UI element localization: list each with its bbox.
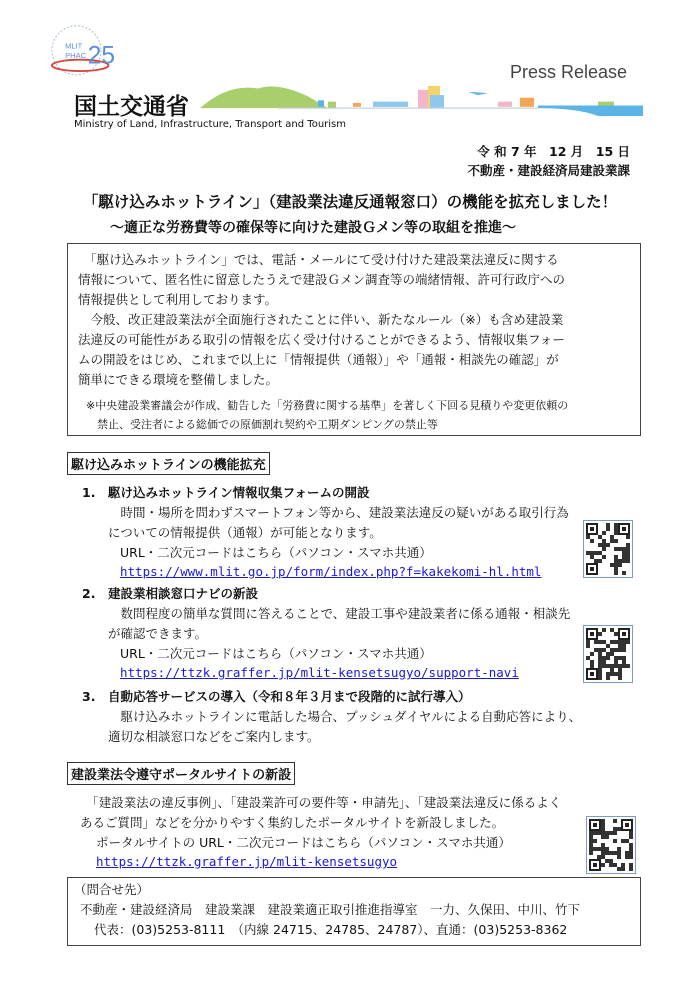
- svg-text:25: 25: [87, 42, 116, 70]
- portal-link[interactable]: https://ttzk.graffer.jp/mlit-kensetsugyo: [96, 854, 398, 869]
- svg-text:MLIT: MLIT: [65, 41, 83, 51]
- summary-line: ムの開設をはじめ、これまで以上に「情報提供（通報）」や「通報・相談先の確認」が: [78, 352, 559, 367]
- item-title: 自動応答サービスの導入（令和８年３月まで段階的に試行導入）: [108, 689, 471, 704]
- url-label: URL・二次元コードはこちら（パソコン・スマホ共通）: [120, 646, 432, 661]
- item-number: 1.: [82, 485, 96, 500]
- item-text: 数問程度の簡単な質問に答えることで、建設工事や建設業者に係る通報・相談先: [108, 606, 571, 621]
- item-title: 建設業相談窓口ナビの新設: [108, 586, 259, 601]
- item-text: が確認できます。: [108, 626, 208, 641]
- svg-text:PHAC: PHAC: [65, 50, 87, 60]
- qr-code-portal[interactable]: [586, 816, 636, 874]
- release-date: 令 和 7 年 12 月 15 日: [477, 144, 630, 159]
- summary-line: 簡単にできる環境を整備しました。: [78, 372, 279, 387]
- section-heading-hotline: 駆け込みホットラインの機能拡充: [67, 452, 270, 475]
- contact-label: （問合せ先）: [74, 882, 150, 897]
- portal-text: あるご質問」などを分かりやすく集約したポータルサイトを新設しました。: [80, 815, 505, 830]
- contact-phone: 代表：(03)5253-8111 （内線 24715、24785、24787）、直通：(03)5253-8362: [94, 922, 568, 937]
- item-text: 適切な相談窓口などをご案内します。: [108, 729, 320, 744]
- summary-line: 今般、改正建設業法が全面施行されたことに伴い、新たなルール（※）も含め建設業: [78, 312, 564, 327]
- header-banner-illustration: [198, 82, 643, 116]
- contact-box: [67, 877, 641, 946]
- summary-line: 「駆け込みホットライン」では、電話・メールにて受け付けた建設業法違反に関する: [78, 252, 559, 267]
- qr-code-form[interactable]: [583, 520, 633, 578]
- summary-line: 情報について、匿名性に留意したうえで建設Ｇメン調査等の端緒情報、許可行政庁への: [78, 272, 566, 287]
- press-release-label: Press Release: [510, 62, 628, 82]
- footnote-line: ※中央建設業審議会が作成、勧告した「労務費に関する基準」を著しく下回る見積りや変更依頼の: [86, 399, 569, 412]
- item-title: 駆け込みホットライン情報収集フォームの開設: [108, 485, 370, 500]
- anniversary-logo: [44, 22, 124, 88]
- url-label: URL・二次元コードはこちら（パソコン・スマホ共通）: [120, 545, 432, 560]
- ministry-name-jp: 国土交通省: [74, 94, 189, 120]
- footnote-line: 禁止、受注者による総価での原価割れ契約や工期ダンピングの禁止等: [86, 418, 438, 431]
- contact-department: 不動産・建設経済局 建設業課 建設業適正取引推進指導室 一力、久保田、中川、竹下: [80, 902, 581, 917]
- section-heading-portal: 建設業法令遵守ポータルサイトの新設: [67, 762, 295, 785]
- item-text: についての情報提供（通報）が可能となります。: [108, 525, 382, 540]
- item-text: 駆け込みホットラインに電話した場合、プッシュダイヤルによる自動応答により、: [108, 709, 582, 724]
- summary-line: 情報提供として利用しております。: [78, 292, 278, 307]
- item-text: 時間・場所を問わずスマートフォン等から、建設業法違反の疑いがある取引行為: [108, 505, 569, 520]
- item-number: 2.: [82, 586, 96, 601]
- issuing-department: 不動産・建設経済局建設業課: [467, 163, 630, 178]
- summary-line: 法違反の可能性がある取引の情報を広く受け付けることができるよう、情報収集フォー: [78, 332, 565, 347]
- form-link[interactable]: https://www.mlit.go.jp/form/index.php?f=kakekomi-hl.html: [120, 564, 542, 579]
- summary-box: [67, 243, 641, 436]
- page-subtitle: ～適正な労務費等の確保等に向けた建設Ｇメン等の取組を推進～: [110, 220, 516, 236]
- qr-code-support-navi[interactable]: [583, 625, 633, 683]
- url-label: ポータルサイトの URL・二次元コードはこちら（パソコン・スマホ共通）: [96, 835, 511, 850]
- support-navi-link[interactable]: https://ttzk.graffer.jp/mlit-kensetsugyo/support-navi: [120, 665, 519, 680]
- item-number: 3.: [82, 689, 96, 704]
- page-title: 「駆け込みホットライン」（建設業法違反通報窓口）の機能を拡充しました！: [82, 193, 618, 211]
- ministry-name-en: Ministry of Land, Infrastructure, Transport and Tourism: [74, 119, 347, 130]
- portal-text: 「建設業法の違反事例」、「建設業許可の要件等・申請先」、「建設業法違反に係るよく: [80, 795, 562, 810]
